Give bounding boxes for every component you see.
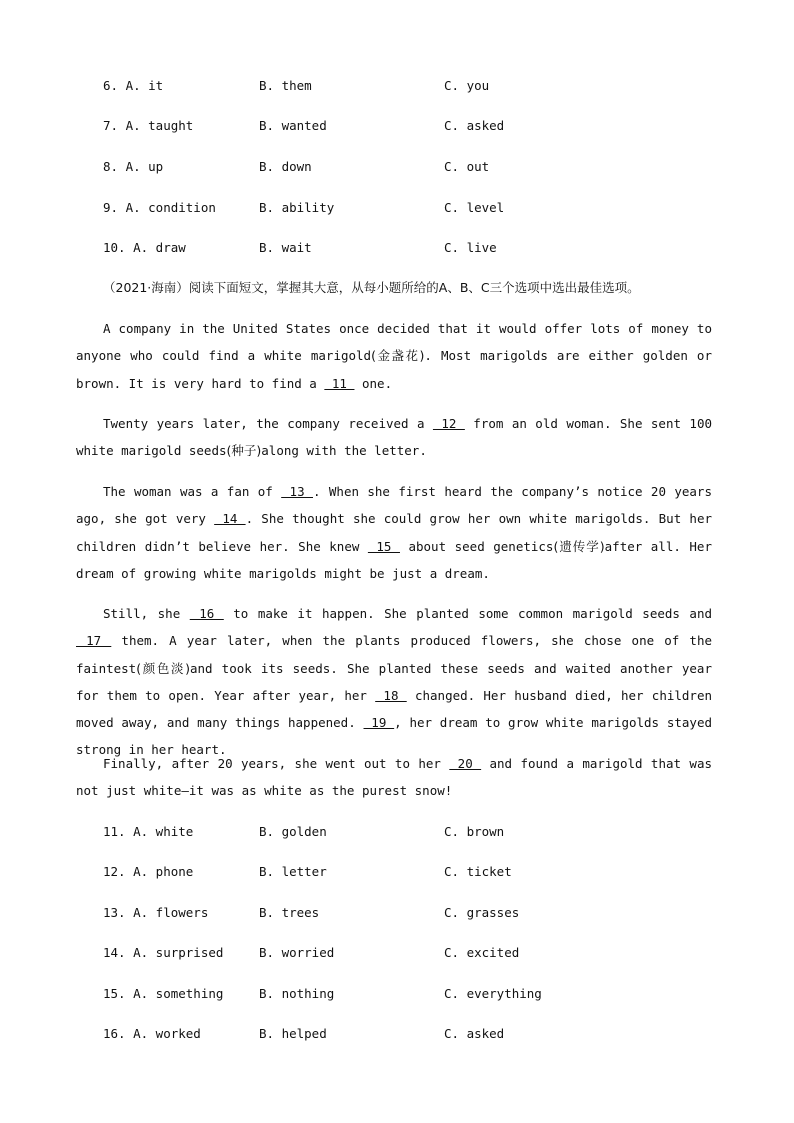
passage-text: A company in the United States once decided that it would offer lots of money to anyone who could find a white marigold	[76, 321, 712, 364]
option-b: B. wait	[259, 240, 312, 255]
passage-text: Still, she	[103, 606, 181, 621]
blank-12: 12	[432, 416, 465, 431]
option-b: B. helped	[259, 1026, 327, 1041]
passage-text: about seed genetics	[408, 538, 554, 554]
option-row-8	[0, 158, 794, 176]
passage-text: Twenty years later, the company received a	[103, 416, 425, 431]
option-row-15	[0, 985, 794, 1003]
option-b: B. worried	[259, 945, 335, 960]
option-row-16	[0, 1025, 794, 1043]
passage-paragraph-3	[76, 478, 712, 587]
option-a: 12. A. phone	[103, 864, 194, 879]
option-a: 13. A. flowers	[103, 905, 209, 920]
passage-text: . Most marigolds are either golden or brown. It is very hard to find a	[76, 348, 712, 391]
blank-11: 11	[324, 375, 355, 391]
passage-text: one.	[362, 375, 393, 391]
option-a: 8. A. up	[103, 159, 164, 174]
option-row-7	[0, 117, 794, 135]
gloss: (颜色淡)	[136, 660, 190, 676]
option-a: 15. A. something	[103, 986, 224, 1001]
passage-text: them. A year later, when the plants produced flowers, she chose one of the faintest	[76, 633, 712, 676]
passage-text: . She thought she could grow her own white marigolds. But her children didn’t believe her. She knew	[76, 511, 712, 554]
blank-16: 16	[189, 606, 224, 621]
option-a: 14. A. surprised	[103, 945, 224, 960]
option-c: C. out	[444, 159, 490, 174]
option-a: 9. A. condition	[103, 200, 216, 215]
option-a: 10. A. draw	[103, 240, 186, 255]
blank-13: 13	[281, 484, 313, 499]
option-c: C. excited	[444, 945, 520, 960]
passage-paragraph-2	[76, 410, 712, 465]
option-c: C. you	[444, 78, 490, 93]
passage-paragraph-5	[76, 750, 712, 805]
gloss: (遗传学)	[553, 538, 605, 554]
passage-text: changed. Her husband died, her children moved away, and many things happened.	[76, 687, 713, 731]
option-c: C. grasses	[444, 905, 520, 920]
blank-17: 17	[76, 633, 112, 649]
option-a: 6. A. it	[103, 78, 164, 93]
passage-text: . When she first heard the company’s notice 20 years ago, she got very	[76, 484, 712, 527]
option-row-13	[0, 904, 794, 922]
blank-19: 19	[363, 715, 395, 731]
passage-text: , her dream to grow white marigolds stayed strong in her heart.	[76, 715, 713, 758]
option-a: 11. A. white	[103, 824, 194, 839]
option-c: C. asked	[444, 118, 505, 133]
option-b: B. golden	[259, 824, 327, 839]
passage-text: after all. Her dream of growing white marigolds might be just a dream.	[76, 538, 712, 581]
passage-text: along with the letter.	[261, 443, 427, 459]
option-b: B. down	[259, 159, 312, 174]
option-row-14	[0, 944, 794, 962]
option-b: B. them	[259, 78, 312, 93]
option-c: C. everything	[444, 986, 542, 1001]
option-b: B. nothing	[259, 986, 335, 1001]
option-a: 7. A. taught	[103, 118, 194, 133]
passage-text: from an old woman. She sent 100 white marigold seeds	[76, 416, 713, 459]
option-c: C. brown	[444, 824, 505, 839]
blank-15: 15	[367, 538, 400, 554]
gloss: (种子)	[226, 443, 262, 459]
passage-paragraph-4	[76, 600, 712, 764]
option-a: 16. A. worked	[103, 1026, 201, 1041]
passage-paragraph-1	[76, 315, 712, 397]
option-b: B. letter	[259, 864, 327, 879]
passage-text: and found a marigold that was not just white—it was as white as the purest snow!	[76, 756, 712, 799]
option-b: B. trees	[259, 905, 320, 920]
blank-18: 18	[375, 687, 407, 703]
section-instruction: （2021·海南）阅读下面短文，掌握其大意，从每小题所给的A、B、C三个选项中选出最佳选项。	[103, 280, 640, 295]
option-b: B. ability	[259, 200, 335, 215]
blank-14: 14	[214, 511, 246, 527]
blank-20: 20	[449, 756, 482, 771]
passage-text: to make it happen. She planted some common marigold seeds and	[233, 606, 713, 621]
option-row-10	[0, 239, 794, 257]
passage-text: Finally, after 20 years, she went out to her	[103, 756, 441, 771]
option-row-11	[0, 823, 794, 841]
option-c: C. live	[444, 240, 497, 255]
option-row-9	[0, 199, 794, 217]
option-c: C. level	[444, 200, 505, 215]
option-c: C. asked	[444, 1026, 505, 1041]
option-b: B. wanted	[259, 118, 327, 133]
option-c: C. ticket	[444, 864, 512, 879]
passage-text: The woman was a fan of	[103, 484, 273, 499]
passage-text: and took its seeds. She planted these seeds and waited another year for them to open. Year after year, her	[76, 660, 712, 703]
gloss: (金盏花)	[371, 348, 425, 364]
option-row-12	[0, 863, 794, 881]
option-row-6	[0, 77, 794, 95]
